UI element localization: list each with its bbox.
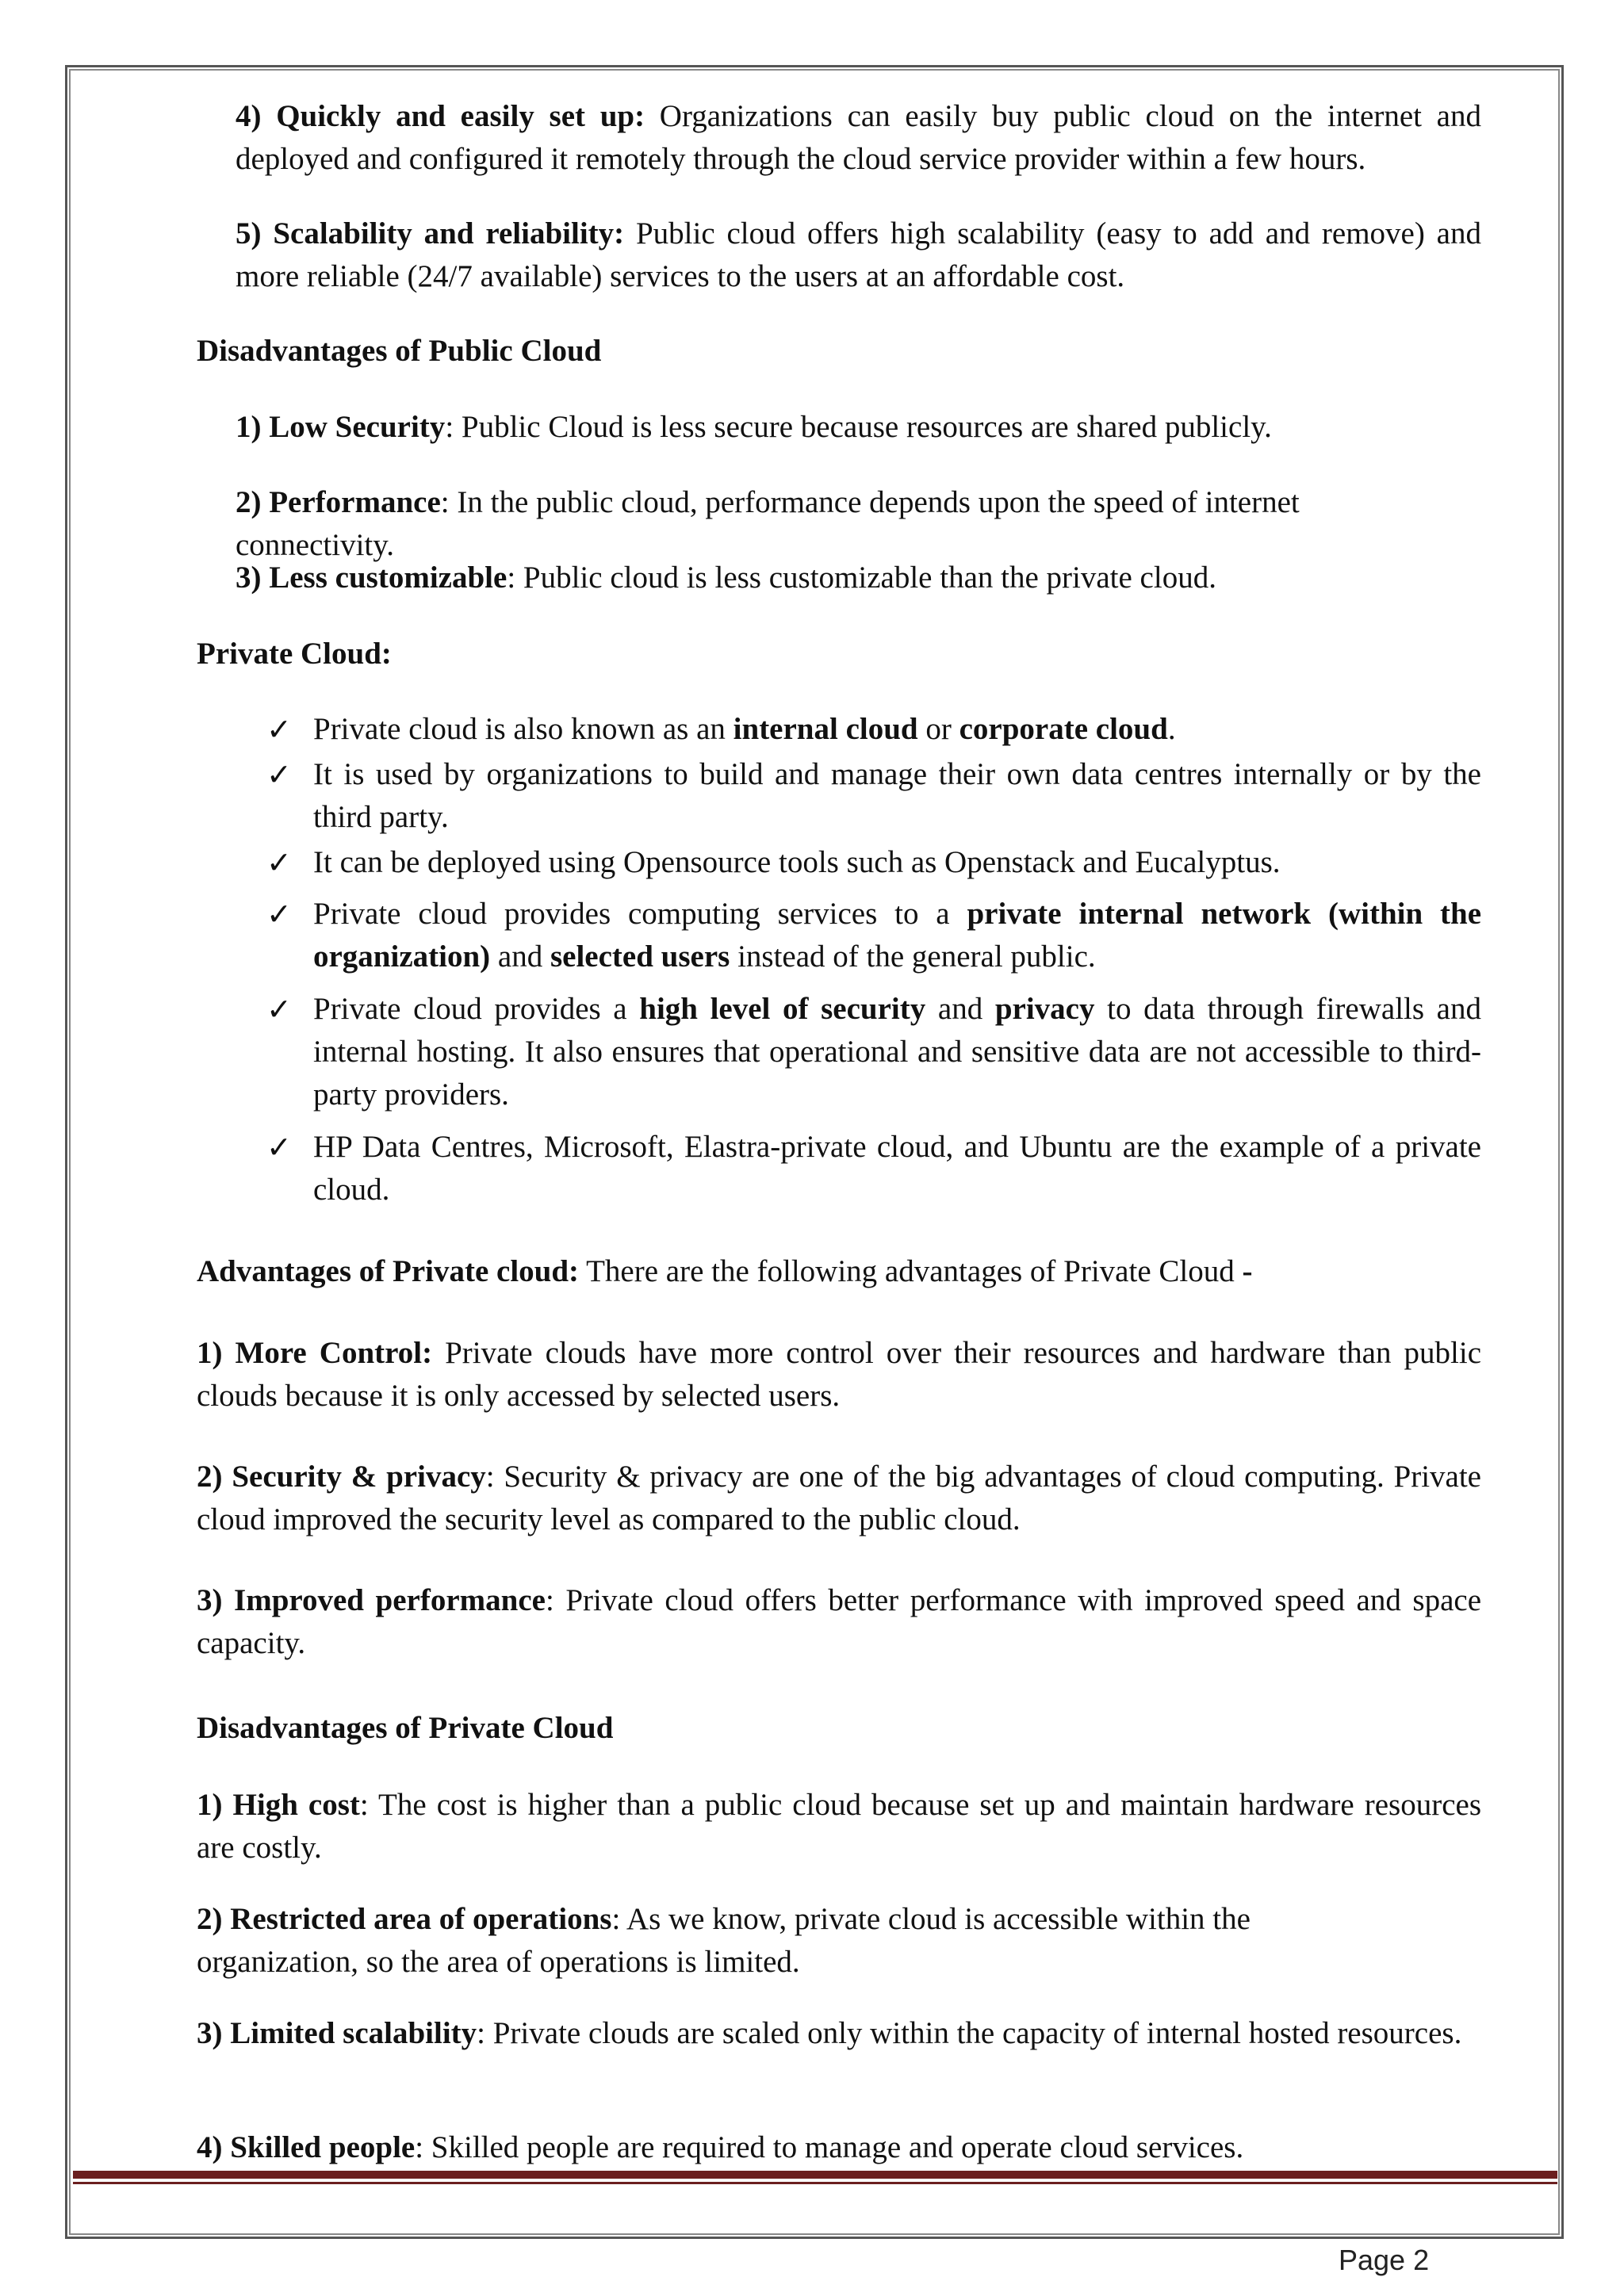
private-bullet-5: Private cloud provides a high level of security and privacy to data through firewalls and internal hosting. It also ensures that operational and sensitive data are not accessible to third-party providers. bbox=[313, 992, 1481, 1112]
public-adv-item-4: 4) Quickly and easily set up: Organizations can easily buy public cloud on the internet and deployed and configured it remotely through the cloud service provider within a few hours. bbox=[236, 99, 1481, 176]
private-bullet-4: Private cloud provides computing services to a private internal network (within the organization) and selected users instead of the general public. bbox=[313, 897, 1481, 974]
check-icon: ✓ bbox=[266, 992, 292, 1027]
private-adv-item-1: 1) More Control: Private clouds have more control over their resources and hardware than public clouds because it is only accessed by selected users. bbox=[197, 1336, 1482, 1413]
private-bullet-3: It can be deployed using Opensource tools such as Openstack and Eucalyptus. bbox=[313, 845, 1281, 879]
private-bullet-1: Private cloud is also known as an internal cloud or corporate cloud. bbox=[313, 712, 1176, 746]
public-disadv-item-3: 3) Less customizable: Public cloud is less customizable than the private cloud. bbox=[236, 561, 1216, 595]
private-disadv-item-1: 1) High cost: The cost is higher than a public cloud because set up and maintain hardware resources are costly. bbox=[197, 1788, 1482, 1865]
check-icon: ✓ bbox=[266, 845, 292, 880]
public-adv-item-5: 5) Scalability and reliability: Public cloud offers high scalability (easy to add and remove) and more reliable (24/7 available) services to the users at an affordable cost. bbox=[236, 216, 1481, 293]
footer-rule-thin bbox=[73, 2182, 1557, 2184]
private-bullet-2: It is used by organizations to build and manage their own data centres internally or by the third party. bbox=[313, 757, 1481, 834]
check-icon: ✓ bbox=[266, 897, 292, 932]
private-disadv-item-2: 2) Restricted area of operations: As we know, private cloud is accessible within the organization, so the area of operations is limited. bbox=[197, 1902, 1251, 1979]
check-icon: ✓ bbox=[266, 712, 292, 747]
public-disadv-item-2: 2) Performance: In the public cloud, performance depends upon the speed of internet connectivity. bbox=[236, 485, 1300, 562]
check-icon: ✓ bbox=[266, 1130, 292, 1165]
private-disadv-item-3: 3) Limited scalability: Private clouds are scaled only within the capacity of internal hosted resources. bbox=[197, 2016, 1462, 2050]
public-disadv-heading: Disadvantages of Public Cloud bbox=[197, 334, 602, 368]
page-number: Page 2 bbox=[1339, 2244, 1430, 2276]
private-adv-item-3: 3) Improved performance: Private cloud offers better performance with improved speed and space capacity. bbox=[197, 1583, 1482, 1660]
footer-rule-thick bbox=[73, 2171, 1557, 2179]
private-adv-item-2: 2) Security & privacy: Security & privacy are one of the big advantages of cloud computing. Private cloud improved the security level as compared to the public cloud. bbox=[197, 1460, 1481, 1536]
private-disadv-heading: Disadvantages of Private Cloud bbox=[197, 1711, 614, 1745]
private-adv-heading: Advantages of Private cloud: There are the following advantages of Private Cloud - bbox=[197, 1254, 1253, 1288]
private-disadv-item-4: 4) Skilled people: Skilled people are required to manage and operate cloud services. bbox=[197, 2130, 1244, 2164]
private-bullet-6: HP Data Centres, Microsoft, Elastra-private cloud, and Ubuntu are the example of a private cloud. bbox=[313, 1130, 1481, 1207]
check-icon: ✓ bbox=[266, 757, 292, 792]
private-cloud-heading: Private Cloud: bbox=[197, 637, 392, 671]
public-disadv-item-1: 1) Low Security: Public Cloud is less secure because resources are shared publicly. bbox=[236, 410, 1272, 444]
